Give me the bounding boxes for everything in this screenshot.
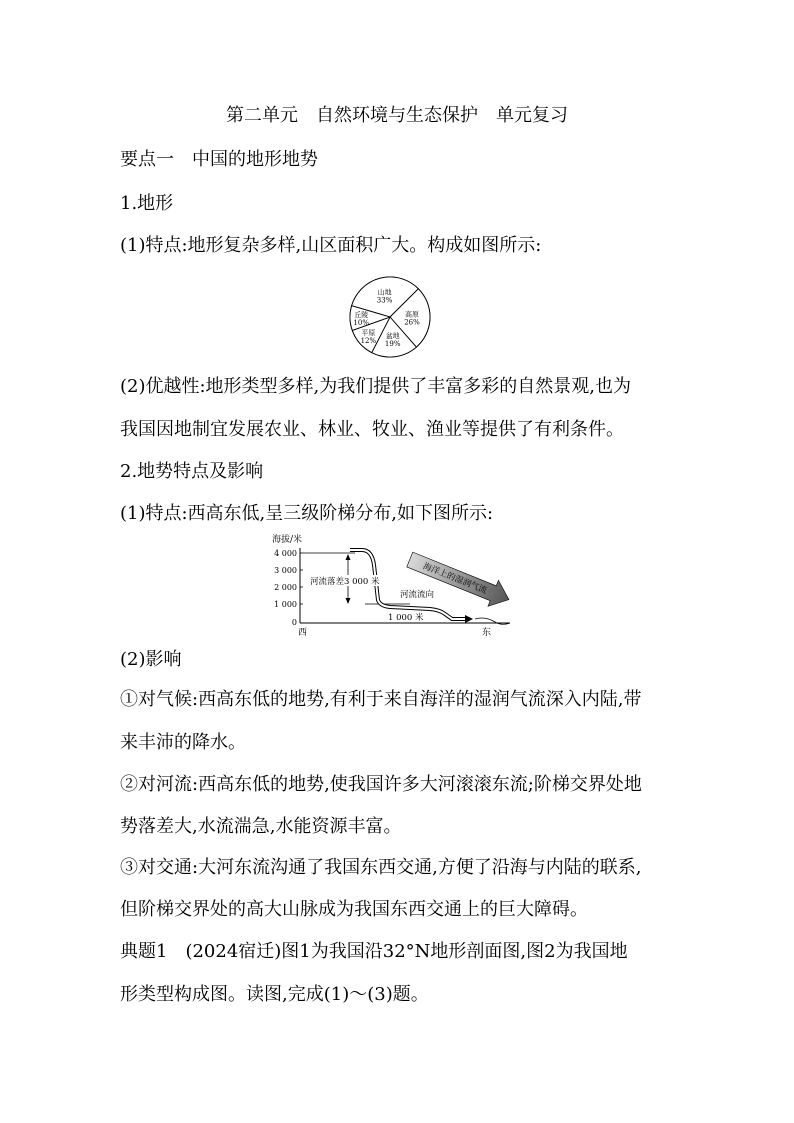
river-arrow-icon: [465, 615, 473, 623]
drop-label: 河流落差3 000 米: [310, 577, 380, 587]
y-tick-label: 0: [291, 618, 297, 627]
y-axis-label: 海拔/米: [272, 535, 303, 545]
impact-river-text-2: 势落差大,水流湍急,水能资源丰富。: [120, 816, 402, 837]
pie-slice-value-label: 19%: [384, 339, 401, 348]
pie-slice-category-label: 盆地: [385, 331, 400, 340]
pie-slice-value-label: 12%: [360, 336, 377, 345]
page-title: 第二单元 自然环境与生态保护 单元复习: [226, 105, 568, 126]
section-heading-point1: 要点一 中国的地形地势: [120, 149, 318, 170]
impact-traffic-text-2: 但阶梯交界处的高大山脉成为我国东西交通上的巨大障碍。: [120, 899, 588, 920]
impact-heading: (2)影响: [120, 649, 182, 670]
east-label: 东: [482, 628, 492, 638]
pie-slice-value-label: 26%: [404, 318, 420, 327]
pie-slice-value-label: 10%: [353, 318, 369, 327]
terrain-pie-chart: [340, 272, 440, 362]
y-tick-label: 4 000: [274, 549, 297, 558]
terrain-profile-diagram: [270, 530, 530, 640]
impact-climate-text-2: 来丰沛的降水。: [120, 732, 246, 753]
terrain-advantage-text-1: (2)优越性:地形类型多样,为我们提供了丰富多彩的自然景观,也为: [120, 376, 632, 397]
flow-label: 河流流向: [400, 590, 435, 600]
relief-feature-text: (1)特点:西高东低,呈三级阶梯分布,如下图所示:: [120, 503, 494, 524]
impact-river-text-1: ②对河流:西高东低的地势,使我国许多大河滚滚东流;阶梯交界处地: [120, 774, 642, 795]
pie-slice-category-label: 平原: [361, 328, 376, 337]
airflow-arrow-icon: [405, 547, 515, 613]
heading-terrain: 1.地形: [120, 193, 174, 214]
y-tick-label: 1 000: [274, 600, 297, 609]
example-question-text-2: 形类型构成图。读图,完成(1)～(3)题。: [120, 984, 429, 1005]
y-tick-label: 3 000: [274, 566, 297, 575]
impact-climate-text-1: ①对气候:西高东低的地势,有利于来自海洋的湿润气流深入内陆,带: [120, 689, 642, 710]
y-tick-label: 2 000: [274, 583, 297, 592]
pie-slice-category-label: 丘陵: [354, 310, 369, 319]
example-question-text-1: 典题1 (2024宿迁)图1为我国沿32°N地形剖面图,图2为我国地: [120, 941, 628, 962]
pie-slice-category-label: 高原: [404, 310, 419, 319]
pie-slice-category-label: 山地: [377, 288, 392, 297]
heading-relief: 2.地势特点及影响: [120, 461, 264, 482]
distance-label: 1 000 米: [388, 613, 424, 623]
west-label: 西: [298, 628, 308, 638]
impact-traffic-text-1: ③对交通:大河东流沟通了我国东西交通,方便了沿海与内陆的联系,: [120, 857, 642, 878]
airflow-label: 海洋上的湿润气流: [421, 561, 489, 597]
terrain-advantage-text-2: 我国因地制宜发展农业、林业、牧业、渔业等提供了有利条件。: [120, 419, 624, 440]
terrain-feature-text: (1)特点:地形复杂多样,山区面积广大。构成如图所示:: [120, 235, 542, 256]
pie-slice-value-label: 33%: [376, 296, 393, 305]
